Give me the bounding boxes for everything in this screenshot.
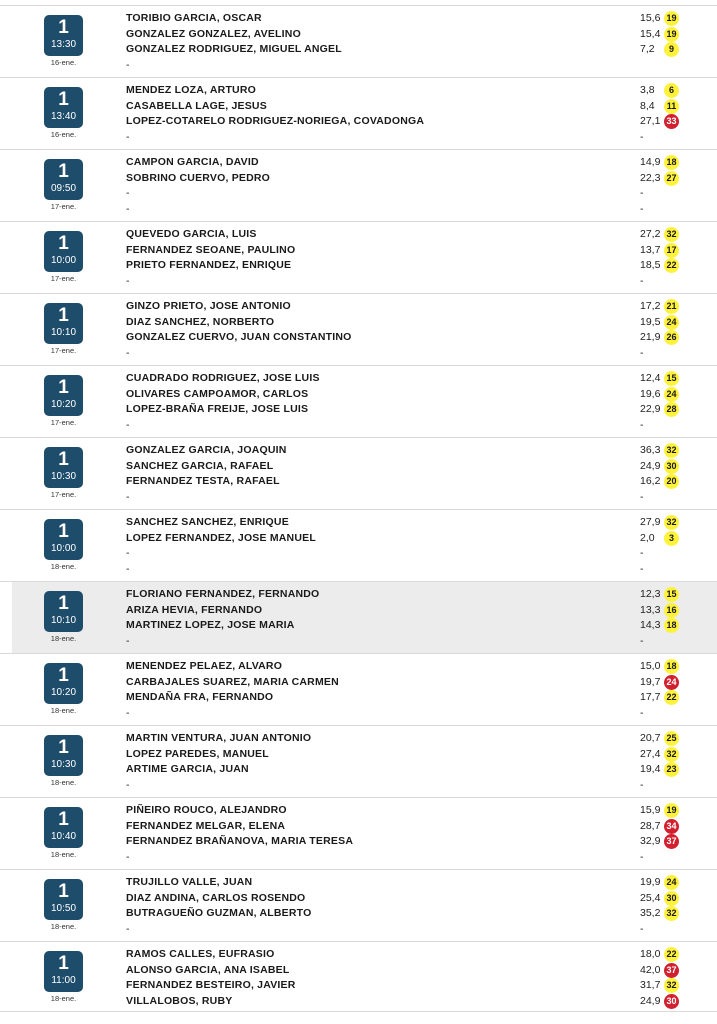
empty-slot: -: [126, 635, 130, 647]
playing-handicap-badge: 23: [664, 762, 679, 777]
tee-number: 1: [58, 665, 69, 686]
player-name: MARTINEZ LOPEZ, JOSE MARIA: [126, 619, 295, 631]
handicap-index: 19,4: [640, 763, 661, 775]
playing-handicap-badge: 32: [664, 515, 679, 530]
tee-time: 13:30: [50, 39, 77, 50]
tee-time-group[interactable]: [0, 365, 717, 437]
playing-handicap-badge: 37: [664, 963, 679, 978]
empty-slot: -: [126, 563, 130, 575]
playing-handicap-badge: 21: [664, 299, 679, 314]
tee-badge: [44, 87, 83, 128]
player-name: ARIZA HEVIA, FERNANDO: [126, 604, 263, 616]
tee-time: 10:10: [50, 327, 77, 338]
handicap-index: 17,7: [640, 691, 661, 703]
tee-number: 1: [58, 89, 69, 110]
playing-handicap-badge: 25: [664, 731, 679, 746]
handicap-index: -: [640, 707, 644, 719]
tee-badge: [44, 951, 83, 992]
tee-time-group[interactable]: [0, 149, 717, 221]
player-name: FERNANDEZ BESTEIRO, JAVIER: [126, 979, 296, 991]
tee-time: 10:40: [50, 831, 77, 842]
tee-time: 10:00: [50, 255, 77, 266]
player-name: CASABELLA LAGE, JESUS: [126, 100, 267, 112]
playing-handicap-badge: 30: [664, 459, 679, 474]
tee-time-group[interactable]: [0, 653, 717, 725]
handicap-index: -: [640, 923, 644, 935]
player-name: LOPEZ-BRAÑA FREIJE, JOSE LUIS: [126, 403, 309, 415]
handicap-index: 13,3: [640, 604, 661, 616]
handicap-index: 35,2: [640, 907, 661, 919]
player-name: VILLALOBOS, RUBY: [126, 995, 233, 1007]
handicap-index: 8,4: [640, 100, 655, 112]
empty-slot: -: [126, 419, 130, 431]
handicap-index: 22,9: [640, 403, 661, 415]
tee-badge: [44, 375, 83, 416]
player-name: DIAZ SANCHEZ, NORBERTO: [126, 316, 275, 328]
tee-number: 1: [58, 17, 69, 38]
tee-date: 17-ene.: [50, 202, 77, 211]
handicap-index: 15,9: [640, 804, 661, 816]
player-name: CAMPON GARCIA, DAVID: [126, 156, 259, 168]
handicap-index: 12,4: [640, 372, 661, 384]
player-name: CUADRADO RODRIGUEZ, JOSE LUIS: [126, 372, 320, 384]
handicap-index: -: [640, 635, 644, 647]
player-name: BUTRAGUEÑO GUZMAN, ALBERTO: [126, 907, 312, 919]
tee-date: 17-ene.: [50, 274, 77, 283]
tee-number: 1: [58, 161, 69, 182]
player-name: LOPEZ PAREDES, MANUEL: [126, 748, 269, 760]
tee-time: 10:50: [50, 903, 77, 914]
player-name: FERNANDEZ MELGAR, ELENA: [126, 820, 286, 832]
handicap-index: -: [640, 779, 644, 791]
tee-number: 1: [58, 737, 69, 758]
playing-handicap-badge: 30: [664, 994, 679, 1009]
handicap-index: 19,5: [640, 316, 661, 328]
playing-handicap-badge: 32: [664, 227, 679, 242]
handicap-index: -: [640, 131, 644, 143]
handicap-index: 21,9: [640, 331, 661, 343]
player-name: PIÑEIRO ROUCO, ALEJANDRO: [126, 804, 287, 816]
handicap-index: 24,9: [640, 995, 661, 1007]
player-name: GONZALEZ GARCIA, JOAQUIN: [126, 444, 287, 456]
tee-number: 1: [58, 953, 69, 974]
tee-number: 1: [58, 305, 69, 326]
tee-time-group[interactable]: [0, 797, 717, 869]
tee-date: 18-ene.: [50, 922, 77, 931]
handicap-index: 42,0: [640, 964, 661, 976]
handicap-index: -: [640, 547, 644, 559]
handicap-index: 28,7: [640, 820, 661, 832]
handicap-index: 13,7: [640, 244, 661, 256]
player-name: FERNANDEZ TESTA, RAFAEL: [126, 475, 280, 487]
tee-badge: [44, 663, 83, 704]
empty-slot: -: [126, 491, 130, 503]
player-name: MENDAÑA FRA, FERNANDO: [126, 691, 274, 703]
playing-handicap-badge: 37: [664, 834, 679, 849]
handicap-index: 27,4: [640, 748, 661, 760]
playing-handicap-badge: 24: [664, 675, 679, 690]
empty-slot: -: [126, 779, 130, 791]
tee-date: 16-ene.: [50, 58, 77, 67]
empty-slot: -: [126, 59, 130, 71]
tee-time: 09:50: [50, 183, 77, 194]
playing-handicap-badge: 32: [664, 906, 679, 921]
empty-slot: -: [126, 707, 130, 719]
player-name: GONZALEZ RODRIGUEZ, MIGUEL ANGEL: [126, 43, 342, 55]
handicap-index: 27,1: [640, 115, 661, 127]
handicap-index: 19,7: [640, 676, 661, 688]
handicap-index: 24,9: [640, 460, 661, 472]
player-name: TORIBIO GARCIA, OSCAR: [126, 12, 262, 24]
playing-handicap-badge: 32: [664, 978, 679, 993]
empty-slot: -: [126, 923, 130, 935]
player-name: TRUJILLO VALLE, JUAN: [126, 876, 253, 888]
tee-time-group[interactable]: [0, 293, 717, 365]
playing-handicap-badge: 34: [664, 819, 679, 834]
handicap-index: -: [640, 275, 644, 287]
playing-handicap-badge: 32: [664, 747, 679, 762]
player-name: GONZALEZ CUERVO, JUAN CONSTANTINO: [126, 331, 352, 343]
tee-number: 1: [58, 881, 69, 902]
tee-date: 18-ene.: [50, 778, 77, 787]
tee-date: 18-ene.: [50, 706, 77, 715]
handicap-index: 12,3: [640, 588, 661, 600]
tee-time: 10:00: [50, 543, 77, 554]
handicap-index: 31,7: [640, 979, 661, 991]
handicap-index: 14,3: [640, 619, 661, 631]
tee-badge: [44, 591, 83, 632]
handicap-index: -: [640, 491, 644, 503]
playing-handicap-badge: 22: [664, 947, 679, 962]
playing-handicap-badge: 16: [664, 603, 679, 618]
handicap-index: 20,7: [640, 732, 661, 744]
tee-time-group[interactable]: [0, 941, 717, 1013]
tee-badge: [44, 231, 83, 272]
player-name: CARBAJALES SUAREZ, MARIA CARMEN: [126, 676, 339, 688]
tee-time-group[interactable]: [0, 77, 717, 149]
empty-slot: -: [126, 275, 130, 287]
handicap-index: 15,4: [640, 28, 661, 40]
tee-time-group[interactable]: [0, 509, 717, 581]
handicap-index: -: [640, 347, 644, 359]
tee-date: 18-ene.: [50, 994, 77, 1003]
playing-handicap-badge: 27: [664, 171, 679, 186]
playing-handicap-badge: 18: [664, 155, 679, 170]
player-name: QUEVEDO GARCIA, LUIS: [126, 228, 257, 240]
player-name: GONZALEZ GONZALEZ, AVELINO: [126, 28, 301, 40]
player-name: ALONSO GARCIA, ANA ISABEL: [126, 964, 290, 976]
player-name: MENENDEZ PELAEZ, ALVARO: [126, 660, 283, 672]
tee-date: 18-ene.: [50, 850, 77, 859]
player-name: OLIVARES CAMPOAMOR, CARLOS: [126, 388, 309, 400]
playing-handicap-badge: 19: [664, 803, 679, 818]
handicap-index: 18,5: [640, 259, 661, 271]
playing-handicap-badge: 24: [664, 387, 679, 402]
player-name: LOPEZ-COTARELO RODRIGUEZ-NORIEGA, COVADONGA: [126, 115, 425, 127]
empty-slot: -: [126, 131, 130, 143]
tee-time-group[interactable]: [0, 869, 717, 941]
empty-slot: -: [126, 851, 130, 863]
handicap-index: 3,8: [640, 84, 655, 96]
tee-badge: [44, 15, 83, 56]
handicap-index: 15,0: [640, 660, 661, 672]
handicap-index: 27,9: [640, 516, 661, 528]
handicap-index: -: [640, 203, 644, 215]
tee-badge: [44, 447, 83, 488]
player-name: MENDEZ LOZA, ARTURO: [126, 84, 256, 96]
player-name: SANCHEZ GARCIA, RAFAEL: [126, 460, 274, 472]
handicap-index: -: [640, 851, 644, 863]
playing-handicap-badge: 22: [664, 690, 679, 705]
playing-handicap-badge: 22: [664, 258, 679, 273]
player-name: RAMOS CALLES, EUFRASIO: [126, 948, 275, 960]
playing-handicap-badge: 24: [664, 875, 679, 890]
empty-slot: -: [126, 187, 130, 199]
player-name: FERNANDEZ SEOANE, PAULINO: [126, 244, 296, 256]
playing-handicap-badge: 19: [664, 11, 679, 26]
tee-number: 1: [58, 521, 69, 542]
player-name: FLORIANO FERNANDEZ, FERNANDO: [126, 588, 320, 600]
tee-time: 11:00: [51, 975, 76, 986]
tee-date: 17-ene.: [50, 346, 77, 355]
playing-handicap-badge: 30: [664, 891, 679, 906]
empty-slot: -: [126, 547, 130, 559]
tee-time: 10:10: [50, 615, 77, 626]
handicap-index: 19,6: [640, 388, 661, 400]
playing-handicap-badge: 18: [664, 659, 679, 674]
empty-slot: -: [126, 203, 130, 215]
player-name: SOBRINO CUERVO, PEDRO: [126, 172, 271, 184]
tee-date: 17-ene.: [50, 418, 77, 427]
tee-number: 1: [58, 377, 69, 398]
tee-number: 1: [58, 593, 69, 614]
playing-handicap-badge: 24: [664, 315, 679, 330]
handicap-index: 19,9: [640, 876, 661, 888]
playing-handicap-badge: 19: [664, 27, 679, 42]
handicap-index: 18,0: [640, 948, 661, 960]
tee-time-group[interactable]: [0, 5, 717, 77]
tee-date: 16-ene.: [50, 130, 77, 139]
handicap-index: -: [640, 187, 644, 199]
tee-badge: [44, 303, 83, 344]
tee-time: 10:30: [50, 759, 77, 770]
tee-time: 10:30: [50, 471, 77, 482]
tee-badge: [44, 519, 83, 560]
playing-handicap-badge: 11: [664, 99, 679, 114]
handicap-index: 25,4: [640, 892, 661, 904]
player-name: FERNANDEZ BRAÑANOVA, MARIA TERESA: [126, 835, 354, 847]
tee-time-group[interactable]: [0, 221, 717, 293]
player-name: LOPEZ FERNANDEZ, JOSE MANUEL: [126, 532, 316, 544]
tee-times-list: [0, 5, 717, 1013]
tee-number: 1: [58, 809, 69, 830]
handicap-index: 16,2: [640, 475, 661, 487]
player-name: ARTIME GARCIA, JUAN: [126, 763, 249, 775]
handicap-index: 15,6: [640, 12, 661, 24]
handicap-index: 36,3: [640, 444, 661, 456]
playing-handicap-badge: 18: [664, 618, 679, 633]
divider: [0, 1011, 717, 1012]
player-name: MARTIN VENTURA, JUAN ANTONIO: [126, 732, 312, 744]
playing-handicap-badge: 15: [664, 587, 679, 602]
tee-date: 18-ene.: [50, 562, 77, 571]
handicap-index: 22,3: [640, 172, 661, 184]
tee-badge: [44, 807, 83, 848]
tee-time: 13:40: [50, 111, 77, 122]
playing-handicap-badge: 17: [664, 243, 679, 258]
player-name: PRIETO FERNANDEZ, ENRIQUE: [126, 259, 292, 271]
tee-badge: [44, 159, 83, 200]
player-name: GINZO PRIETO, JOSE ANTONIO: [126, 300, 291, 312]
player-name: DIAZ ANDINA, CARLOS ROSENDO: [126, 892, 306, 904]
tee-date: 17-ene.: [50, 490, 77, 499]
handicap-index: 2,0: [640, 532, 655, 544]
playing-handicap-badge: 3: [664, 531, 679, 546]
tee-badge: [44, 735, 83, 776]
handicap-index: 14,9: [640, 156, 661, 168]
playing-handicap-badge: 26: [664, 330, 679, 345]
tee-time: 10:20: [50, 687, 77, 698]
tee-date: 18-ene.: [50, 634, 77, 643]
playing-handicap-badge: 33: [664, 114, 679, 129]
tee-time-group[interactable]: [0, 725, 717, 797]
tee-time: 10:20: [50, 399, 77, 410]
playing-handicap-badge: 9: [664, 42, 679, 57]
playing-handicap-badge: 20: [664, 474, 679, 489]
playing-handicap-badge: 15: [664, 371, 679, 386]
handicap-index: -: [640, 563, 644, 575]
handicap-index: 17,2: [640, 300, 661, 312]
playing-handicap-badge: 32: [664, 443, 679, 458]
playing-handicap-badge: 6: [664, 83, 679, 98]
handicap-index: 27,2: [640, 228, 661, 240]
playing-handicap-badge: 28: [664, 402, 679, 417]
tee-badge: [44, 879, 83, 920]
tee-number: 1: [58, 233, 69, 254]
empty-slot: -: [126, 347, 130, 359]
handicap-index: 7,2: [640, 43, 655, 55]
handicap-index: -: [640, 419, 644, 431]
handicap-index: 32,9: [640, 835, 661, 847]
tee-number: 1: [58, 449, 69, 470]
tee-time-group[interactable]: [0, 581, 717, 653]
player-name: SANCHEZ SANCHEZ, ENRIQUE: [126, 516, 289, 528]
tee-time-group[interactable]: [0, 437, 717, 509]
